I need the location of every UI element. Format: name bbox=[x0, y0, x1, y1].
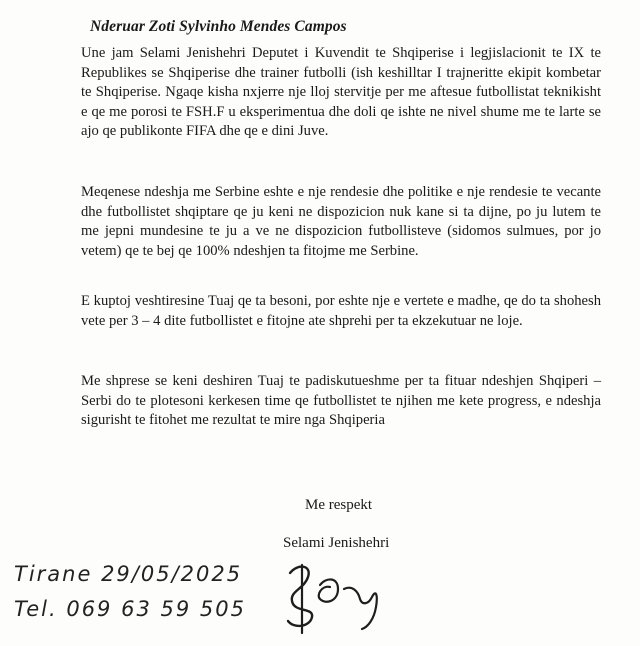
salutation: Nderuar Zoti Sylvinho Mendes Campos bbox=[90, 18, 347, 35]
paragraph-hope: Me shprese se keni deshiren Tuaj te padiskutueshme per ta fituar ndeshjen Shqiperi – Serbi do te plotesoni kerkesen time qe futbollistet te njihen me kete progress, e ndeshja sigurisht te fitohet me rezultat te mire nga Shqiperia bbox=[81, 373, 601, 429]
closing: Me respekt bbox=[305, 497, 373, 513]
handwritten-phone: Tel. 069 63 59 505 bbox=[14, 597, 246, 621]
handwritten-date: Tirane 29/05/2025 bbox=[14, 562, 243, 586]
paragraph-request: Meqenese ndeshja me Serbine eshte e nje rendesie dhe politike e nje rendesie te vecante dhe futbollistet shqiptare qe ju keni ne dispozicion nuk kane si ta dijne, po ju lutem te me jepni mundesine te ju a ve ne dispozicion futbollisteve (sidomos sulmues, por jo vetem) qe te bej qe 100% ndeshjen ta fitojme me Serbine. bbox=[81, 184, 601, 259]
handwritten-signature bbox=[268, 555, 408, 637]
paragraph-difficulty: E kuptoj veshtiresine Tuaj qe ta besoni, por eshte nje e vertete e madhe, qe do ta shohesh vete per 3 – 4 dite futbollistet e fitojne ate shprehi per ta ekzekutuar ne loje. bbox=[81, 293, 601, 329]
paragraph-intro: Une jam Selami Jenishehri Deputet i Kuvendit te Shqiperise i legjislacionit te IX te Republikes se Shqiperise dhe trainer futbolli (ish keshilltar I trajneritte ekipit kombetar te Shqiperise. Ngaqe kisha nxjerre nje lloj stervitje per me aftesue futbollistat teknikisht e qe me porosi te FSH.F u eksperimentua dhe doli qe ishte ne nivel shume me te larte se ajo qe publikonte FIFA dhe qe e dini Juve. bbox=[81, 45, 601, 140]
signer-name: Selami Jenishehri bbox=[283, 535, 390, 551]
